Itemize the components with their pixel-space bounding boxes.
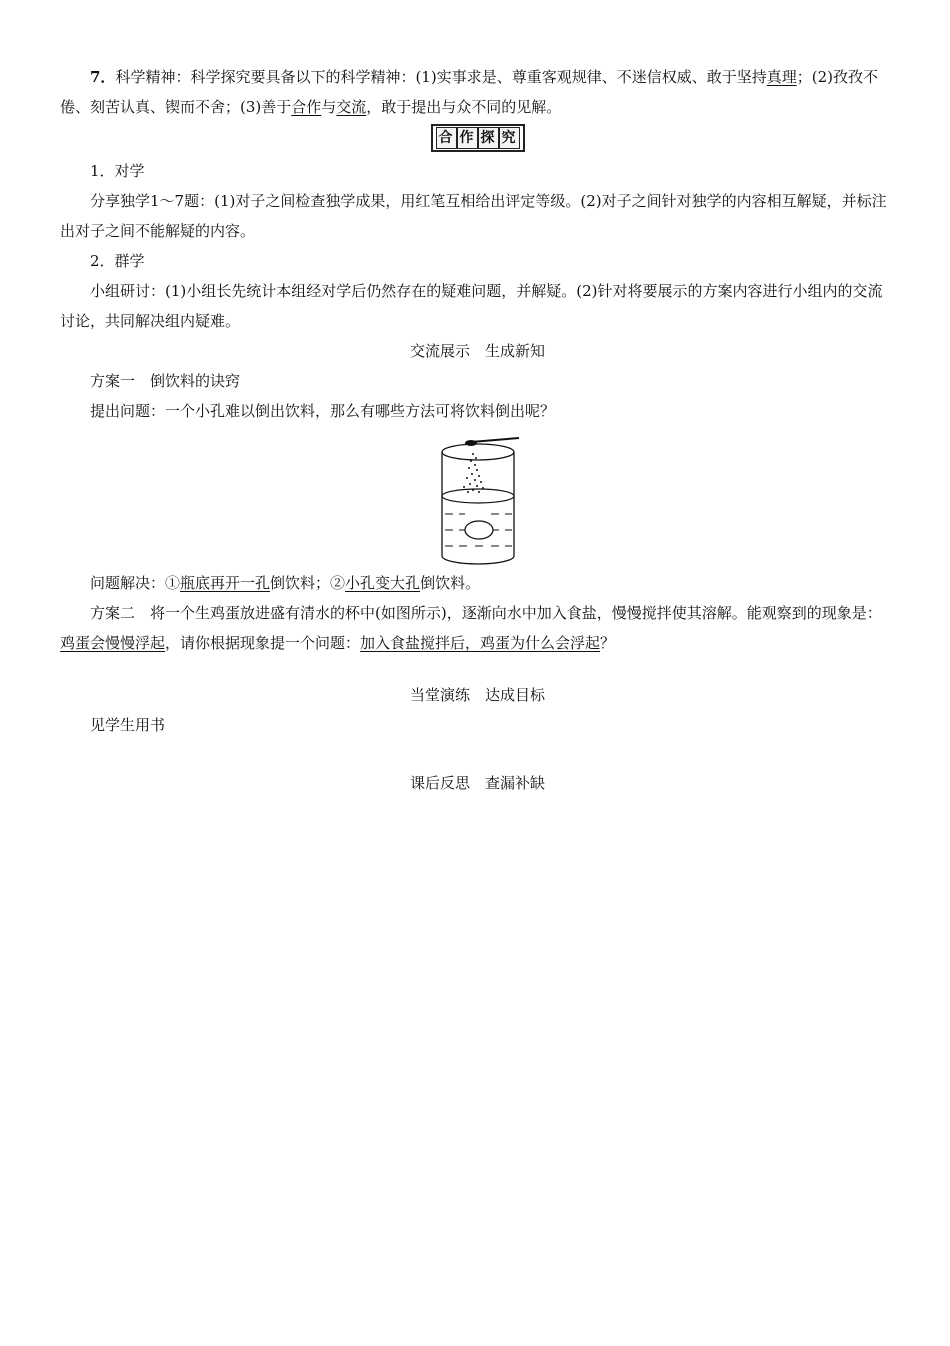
duixue-heading: 1．对学 bbox=[90, 162, 145, 180]
blank-answer: 鸡蛋会慢慢浮起 bbox=[60, 634, 166, 652]
see-student-book: 见学生用书 bbox=[90, 716, 166, 734]
section-heading-reflection: 课后反思 查漏补缺 bbox=[409, 774, 545, 792]
egg-in-cup-figure bbox=[60, 428, 895, 568]
blank-answer: 瓶底再开一孔 bbox=[180, 574, 271, 592]
qunxue-text: 小组研讨：(1)小组长先统计本组经对学后仍然存在的疑难问题，并解疑。(2)针对将要展示的方案内容进行小组内的交流讨论，共同解决组内疑难。 bbox=[60, 282, 883, 330]
blank-answer: 交流 bbox=[336, 98, 367, 116]
plan1-question: 提出问题：一个小孔难以倒出饮料，那么有哪些方法可将饮料倒出呢？ bbox=[90, 402, 556, 420]
blank-answer: 合作 bbox=[291, 98, 322, 116]
plan1-title: 方案一 倒饮料的诀窍 bbox=[90, 372, 241, 390]
blank-answer: 小孔变大孔 bbox=[345, 574, 421, 592]
plan1-solution: 问题解决：①瓶底再开一孔倒饮料；②小孔变大孔倒饮料。 bbox=[90, 574, 481, 592]
section-heading-practice: 当堂演练 达成目标 bbox=[409, 686, 545, 704]
duixue-text: 分享独学1～7题：(1)对子之间检查独学成果，用红笔互相给出评定等级。(2)对子之间针对独学的内容相互解疑，并标注出对子之间不能解疑的内容。 bbox=[60, 192, 887, 240]
plan2-paragraph: 方案二 将一个生鸡蛋放进盛有清水的杯中(如图所示)，逐渐向水中加入食盐，慢慢搅拌使其溶解。能观察到的现象是：鸡蛋会慢慢浮起，请你根据现象提一个问题：加入食盐搅拌后，鸡蛋为什么会浮起？ bbox=[60, 604, 882, 652]
cup-with-egg-illustration bbox=[433, 428, 523, 566]
section-badge-cooperative-inquiry: 合 作 探 究 bbox=[60, 122, 895, 156]
qunxue-heading: 2．群学 bbox=[90, 252, 145, 270]
item-7-paragraph: 7．科学精神：科学探究要具备以下的科学精神：(1)实事求是、尊重客观规律、不迷信权威、敢于坚持真理；(2)孜孜不倦、刻苦认真、锲而不舍；(3)善于合作与交流，敢于提出与众不同的见解。 bbox=[60, 68, 878, 116]
document-page bbox=[60, 62, 895, 798]
section-heading-exchange: 交流展示 生成新知 bbox=[409, 342, 545, 360]
item-number: 7． bbox=[90, 68, 116, 86]
blank-answer: 真理 bbox=[766, 68, 797, 86]
blank-answer: 加入食盐搅拌后，鸡蛋为什么会浮起 bbox=[360, 634, 601, 652]
